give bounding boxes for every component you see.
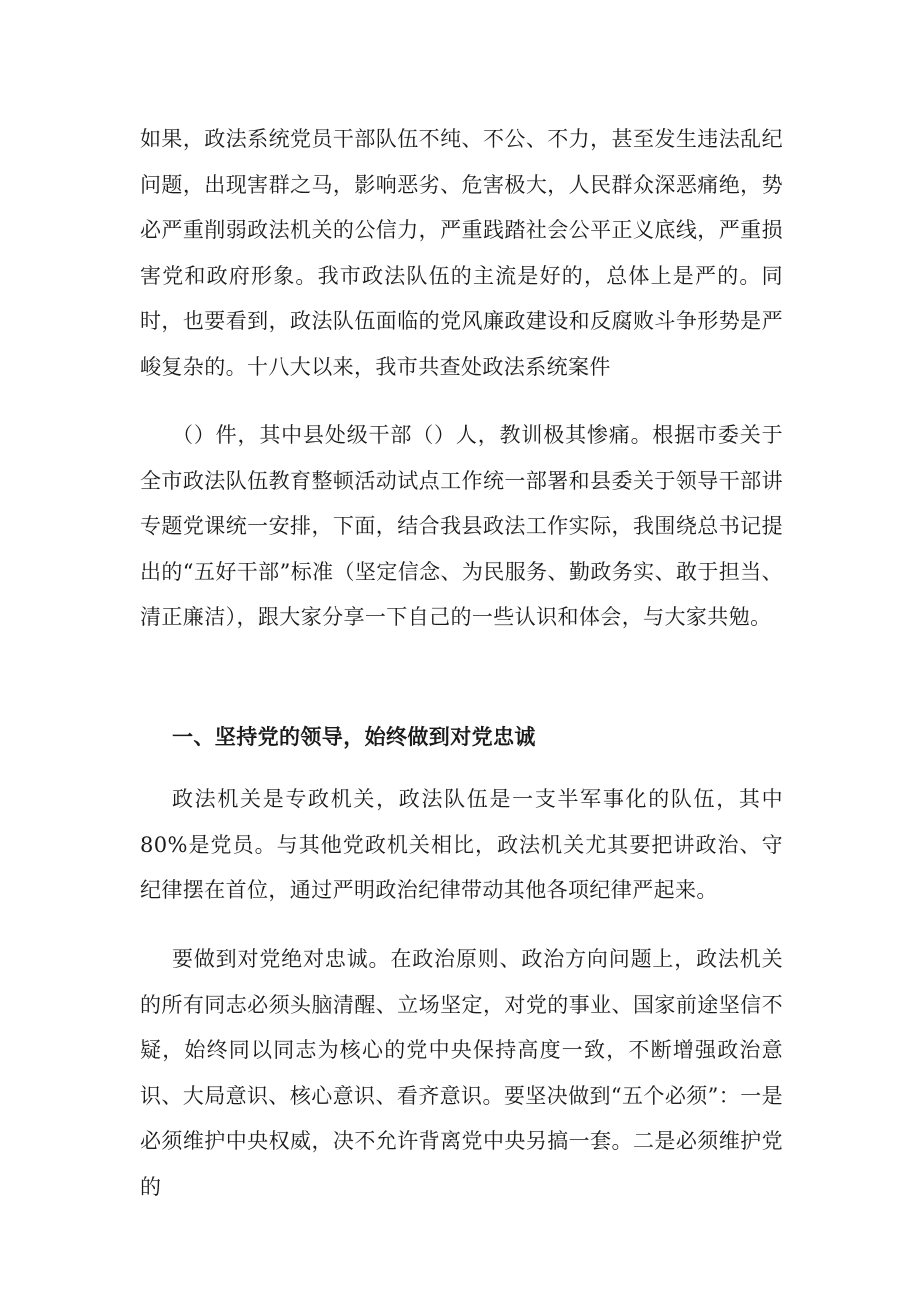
paragraph-4: 要做到对党绝对忠诚。在政治原则、政治方向问题上，政法机关的所有同志必须头脑清醒、立场坚定，对党的事业、国家前途坚信不疑，始终同以同志为核心的党中央保持高度一致，不断增强政治意识、大局意识、核心意识、看齐意识。要坚决做到“五个必须”：一是必须维护中央权威，决不允许背离党中央另搞一套。二是必须维护党的 [140, 947, 783, 1199]
paragraph-1: 如果，政法系统党员干部队伍不纯、不公、不力，甚至发生违法乱纪问题，出现害群之马，影响恶劣、危害极大，人民群众深恶痛绝，势必严重削弱政法机关的公信力，严重践踏社会公平正义底线，严重损害党和政府形象。我市政法队伍的主流是好的，总体上是严的。同时，也要看到，政法队伍面临的党风廉政建设和反腐败斗争形势是严峻复杂的。十八大以来，我市共查处政法系统案件 [140, 127, 783, 379]
paragraph-2: （）件，其中县处级干部（）人，教训极其惨痛。根据市委关于全市政法队伍教育整顿活动试点工作统一部署和县委关于领导干部讲专题党课统一安排，下面，结合我县政法工作实际，我围绕总书记提出的“五好干部”标准（坚定信念、为民服务、勤政务实、敢于担当、清正廉洁），跟大家分享一下自己的一些认识和体会，与大家共勉。 [140, 423, 783, 629]
section-heading: 一、坚持党的领导，始终做到对党忠诚 [172, 725, 536, 749]
paragraph-3: 政法机关是专政机关，政法队伍是一支半军事化的队伍，其中80%是党员。与其他党政机关相比，政法机关尤其要把讲政治、守纪律摆在首位，通过严明政治纪律带动其他各项纪律严起来。 [140, 787, 783, 902]
